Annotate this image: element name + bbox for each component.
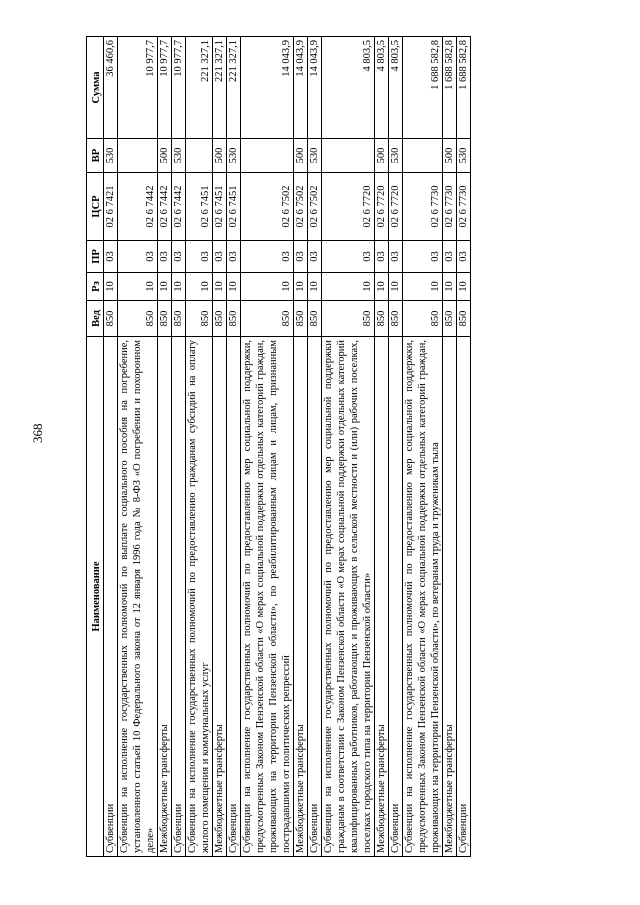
cell-csr: 02 6 7720 [375,173,389,241]
cell-pr: 03 [227,241,241,273]
cell-csr: 02 6 7442 [158,173,172,241]
cell-csr: 02 6 7730 [403,173,443,241]
table-row [104,37,118,857]
cell-name: Субвенции на исполнение государственных полномочий по выплате социального пособия на погребение, установленного статьей 10 Федерального закона от 12 января 1996 года № 8-ФЗ «О погребении и похоронном деле» [118,337,158,857]
cell-name: Субвенции [104,337,118,857]
cell-sum: 14 043,9 [241,37,294,139]
cell-vr [322,139,375,173]
cell-sum: 10 977,7 [172,37,186,139]
header-pr: ПР [87,241,104,273]
cell-ved: 850 [158,301,172,337]
cell-ved: 850 [389,301,403,337]
header-ved: Вед [87,301,104,337]
cell-sum: 221 327,1 [227,37,241,139]
cell-vr: 530 [308,139,322,173]
cell-csr: 02 6 7451 [213,173,227,241]
cell-sum: 221 327,1 [213,37,227,139]
cell-vr: 530 [389,139,403,173]
cell-rz: 10 [443,273,457,301]
cell-sum: 10 977,7 [118,37,158,139]
cell-rz: 10 [172,273,186,301]
cell-sum: 14 043,9 [308,37,322,139]
cell-csr: 02 6 7720 [389,173,403,241]
cell-ved: 850 [118,301,158,337]
table-row [227,37,241,857]
cell-sum: 221 327,1 [186,37,213,139]
cell-pr: 03 [443,241,457,273]
cell-rz: 10 [186,273,213,301]
budget-table [86,36,471,857]
cell-pr: 03 [104,241,118,273]
table-row [118,37,158,857]
table-row [389,37,403,857]
table-row [158,37,172,857]
cell-name: Субвенции на исполнение государственных полномочий по предоставлению гражданам субсидий на оплату жилого помещения и коммунальных услуг [186,337,213,857]
table-row [294,37,308,857]
cell-rz: 10 [389,273,403,301]
table-body [104,37,471,857]
cell-name: Межбюджетные трансферты [375,337,389,857]
cell-pr: 03 [403,241,443,273]
cell-name: Субвенции [457,337,471,857]
header-rz: Рз [87,273,104,301]
cell-ved: 850 [213,301,227,337]
cell-csr: 02 6 7502 [241,173,294,241]
cell-rz: 10 [213,273,227,301]
table-header-row [87,37,104,857]
cell-csr: 02 6 7502 [308,173,322,241]
table-row [443,37,457,857]
cell-name: Межбюджетные трансферты [294,337,308,857]
cell-pr: 03 [172,241,186,273]
cell-pr: 03 [118,241,158,273]
cell-rz: 10 [294,273,308,301]
cell-name: Межбюджетные трансферты [443,337,457,857]
cell-csr: 02 6 7730 [443,173,457,241]
cell-sum: 1 688 582,8 [457,37,471,139]
cell-ved: 850 [104,301,118,337]
cell-csr: 02 6 7730 [457,173,471,241]
cell-pr: 03 [322,241,375,273]
cell-ved: 850 [457,301,471,337]
cell-rz: 10 [322,273,375,301]
table-row [308,37,322,857]
cell-rz: 10 [227,273,241,301]
table-row [241,37,294,857]
cell-ved: 850 [172,301,186,337]
cell-ved: 850 [308,301,322,337]
cell-csr: 02 6 7442 [172,173,186,241]
cell-name: Субвенции на исполнение государственных полномочий по предоставлению мер социальной поддержки гражданам в соответствии с Законом Пензенской области «О мерах социальной поддержки отдельных категорий квалифицированных работников, работающих и проживающих в сельской местности и (или) рабочих поселках, поселках городского типа на территории Пензенской области» [322,337,375,857]
cell-ved: 850 [322,301,375,337]
rotated-page-content [86,37,548,857]
cell-ved: 850 [443,301,457,337]
cell-csr: 02 6 7451 [227,173,241,241]
header-vr: ВР [87,139,104,173]
header-csr: ЦСР [87,173,104,241]
cell-vr: 500 [294,139,308,173]
cell-sum: 36 460,6 [104,37,118,139]
cell-rz: 10 [241,273,294,301]
table-row [213,37,227,857]
cell-pr: 03 [457,241,471,273]
table-row [375,37,389,857]
cell-rz: 10 [158,273,172,301]
table-row [186,37,213,857]
cell-sum: 10 977,7 [158,37,172,139]
cell-rz: 10 [104,273,118,301]
cell-vr: 530 [104,139,118,173]
cell-csr: 02 6 7451 [186,173,213,241]
cell-name: Межбюджетные трансферты [158,337,172,857]
page-number: 368 [30,423,45,443]
cell-rz: 10 [118,273,158,301]
cell-csr: 02 6 7442 [118,173,158,241]
cell-pr: 03 [308,241,322,273]
cell-vr: 500 [213,139,227,173]
table-row [403,37,443,857]
cell-pr: 03 [389,241,403,273]
cell-vr: 530 [172,139,186,173]
cell-ved: 850 [403,301,443,337]
cell-rz: 10 [308,273,322,301]
table-row [172,37,186,857]
table-row [322,37,375,857]
cell-vr: 500 [443,139,457,173]
cell-name: Субвенции [308,337,322,857]
cell-pr: 03 [241,241,294,273]
cell-sum: 4 803,5 [322,37,375,139]
cell-name: Субвенции на исполнение государственных полномочий по предоставлению мер социальной поддержки, предусмотренных Законом Пензенской области «О мерах социальной поддержки отдельных категорий граждан, проживающих на территории Пензенской области», по реабилитированным лицам и лицам, признанным пострадавшими от политических репрессий [241,337,294,857]
cell-pr: 03 [294,241,308,273]
cell-rz: 10 [375,273,389,301]
cell-name: Межбюджетные трансферты [213,337,227,857]
cell-ved: 850 [186,301,213,337]
cell-vr [118,139,158,173]
cell-csr: 02 6 7720 [322,173,375,241]
cell-vr: 530 [227,139,241,173]
cell-pr: 03 [375,241,389,273]
cell-rz: 10 [403,273,443,301]
cell-name: Субвенции [172,337,186,857]
cell-vr [186,139,213,173]
header-sum: Сумма [87,37,104,139]
cell-csr: 02 6 7421 [104,173,118,241]
cell-vr: 530 [457,139,471,173]
cell-vr: 500 [375,139,389,173]
cell-sum: 1 688 582,8 [443,37,457,139]
cell-ved: 850 [375,301,389,337]
cell-name: Субвенции [227,337,241,857]
cell-sum: 4 803,5 [389,37,403,139]
cell-sum: 14 043,9 [294,37,308,139]
cell-csr: 02 6 7502 [294,173,308,241]
cell-name: Субвенции [389,337,403,857]
cell-sum: 1 688 582,8 [403,37,443,139]
cell-vr [241,139,294,173]
cell-pr: 03 [213,241,227,273]
cell-ved: 850 [227,301,241,337]
cell-pr: 03 [158,241,172,273]
cell-vr: 500 [158,139,172,173]
table-row [457,37,471,857]
cell-pr: 03 [186,241,213,273]
cell-rz: 10 [457,273,471,301]
cell-ved: 850 [241,301,294,337]
cell-name: Субвенции на исполнение государственных полномочий по предоставлению мер социальной поддержки, предусмотренных Законом Пензенской области «О мерах социальной поддержки отдельных категорий граждан, проживающих на территории Пензенской области», по ветеранам труда и труженикам тыла [403,337,443,857]
cell-vr [403,139,443,173]
cell-ved: 850 [294,301,308,337]
cell-sum: 4 803,5 [375,37,389,139]
header-name: Наименование [87,337,104,857]
